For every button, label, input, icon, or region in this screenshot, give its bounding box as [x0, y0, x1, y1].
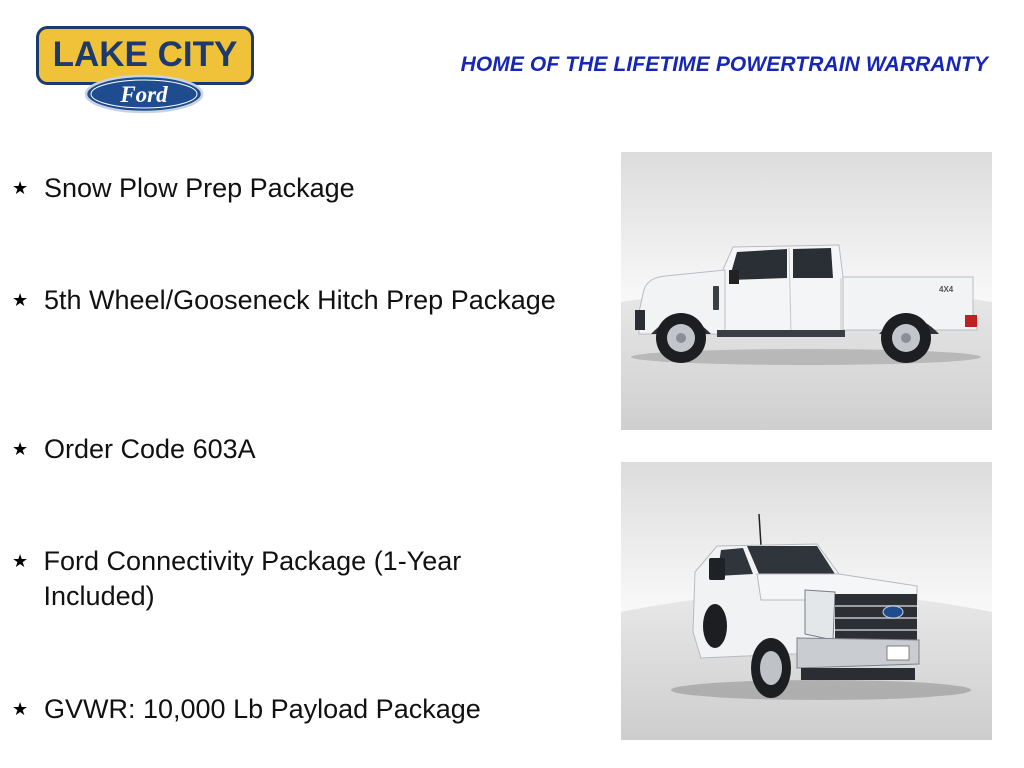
feature-label: Ford Connectivity Package (1-Year Included)	[43, 546, 462, 611]
truck-front-photo	[621, 462, 992, 740]
feature-item	[12, 171, 572, 206]
truck-side-photo	[621, 152, 992, 430]
logo-ford-script: Ford	[120, 82, 168, 107]
warranty-tagline: HOME OF THE LIFETIME POWERTRAIN WARRANTY	[460, 53, 988, 76]
feature-label: Order Code 603A	[44, 434, 256, 464]
feature-label: Snow Plow Prep Package	[44, 173, 355, 203]
feature-item	[12, 544, 572, 614]
feature-label: GVWR: 10,000 Lb Payload Package	[44, 694, 481, 724]
feature-item	[12, 283, 572, 318]
feature-label: 5th Wheel/Gooseneck Hitch Prep Package	[44, 285, 556, 315]
star-icon: ★	[12, 290, 29, 310]
logo-dealer-name: LAKE CITY	[52, 35, 238, 74]
four-by-four-badge: 4X4	[939, 285, 954, 294]
star-icon: ★	[12, 178, 29, 198]
star-icon: ★	[12, 699, 29, 719]
star-icon: ★	[12, 439, 29, 459]
feature-item	[12, 692, 572, 727]
feature-item	[12, 432, 572, 467]
star-icon: ★	[12, 551, 29, 571]
